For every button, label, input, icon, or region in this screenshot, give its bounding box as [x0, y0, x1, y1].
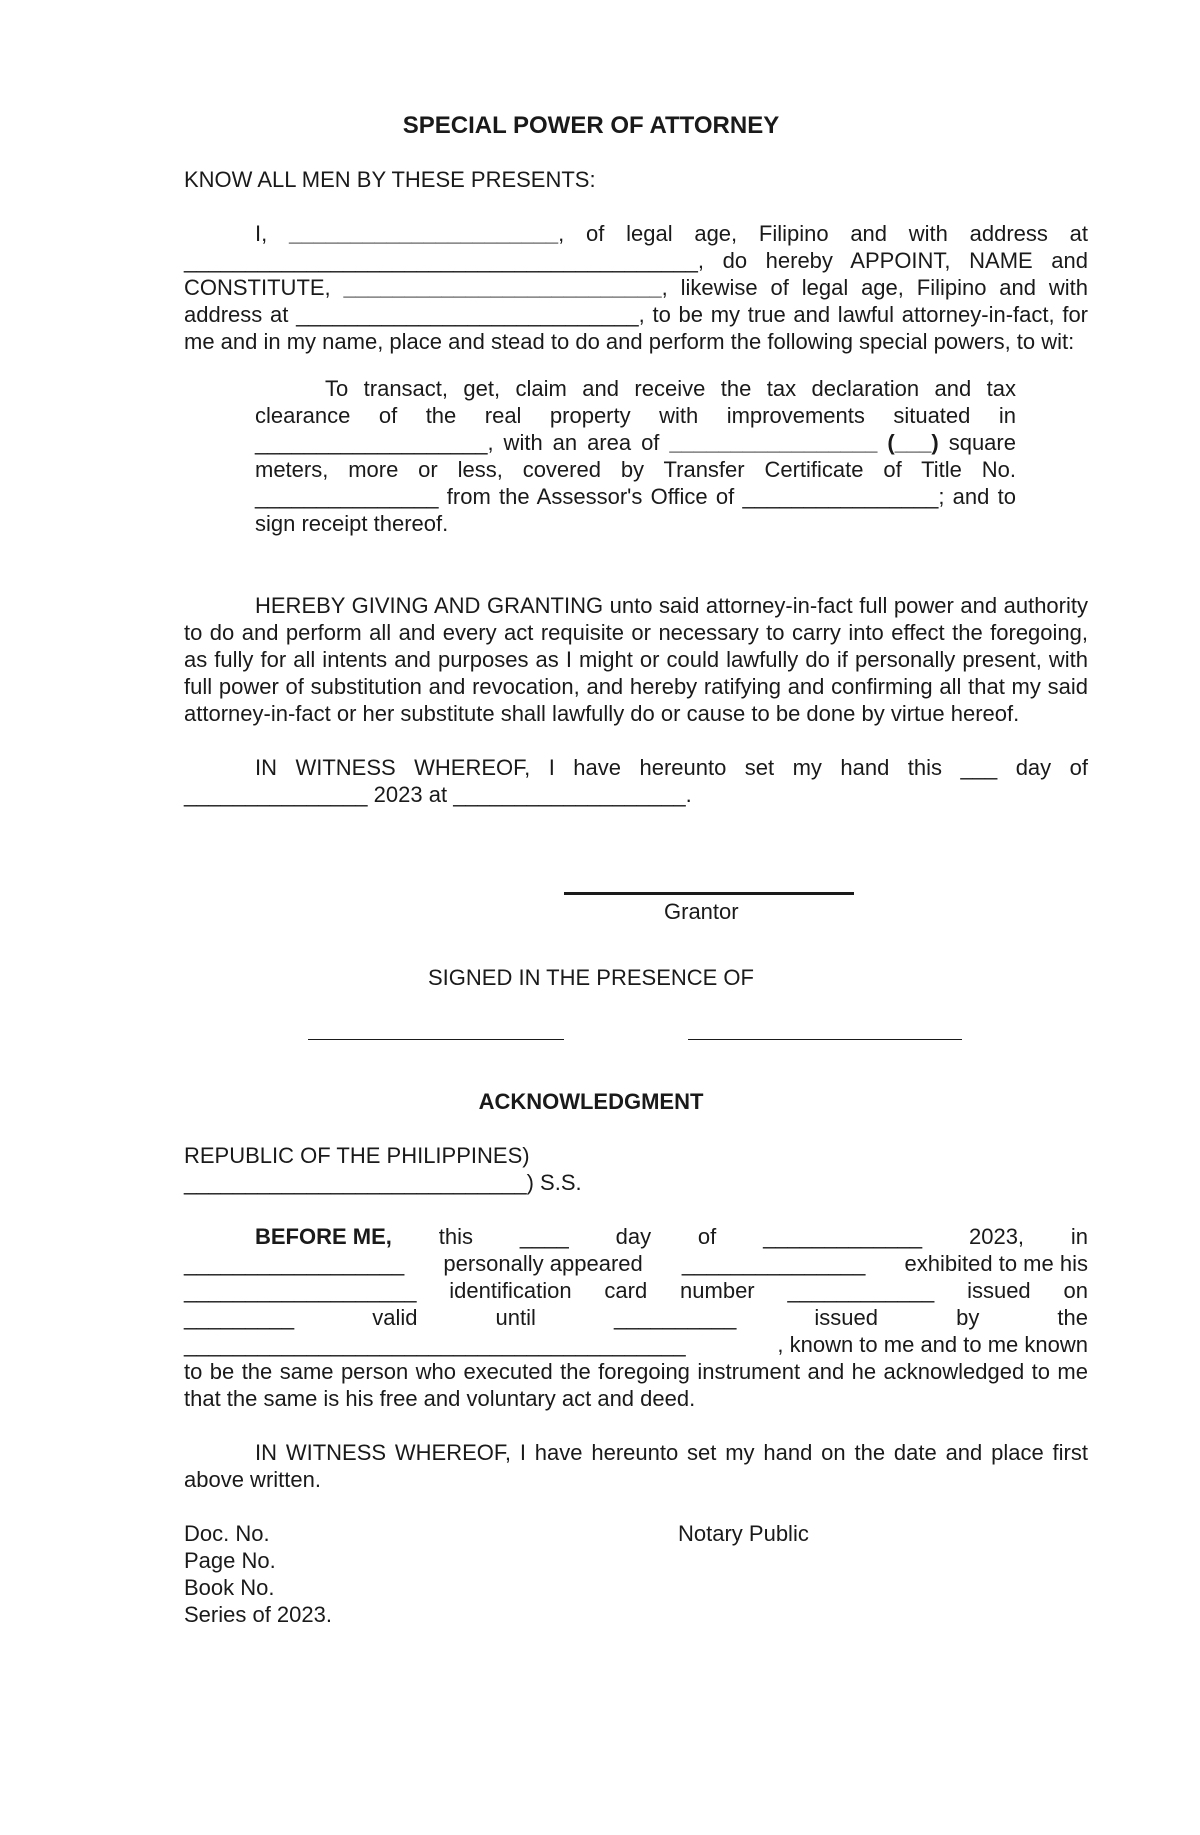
grantor-address-blank[interactable]: __________________________________________ [184, 248, 698, 273]
property-location-blank[interactable]: ___________________ [255, 430, 488, 455]
property-area-blank[interactable]: _________________ [669, 430, 878, 455]
sign-month-blank[interactable]: _______________ [184, 782, 368, 807]
witness-2-signature-line[interactable] [688, 1039, 962, 1040]
republic-line: REPUBLIC OF THE PHILIPPINES) [184, 1143, 530, 1168]
ack-valid-until-blank[interactable]: __________ [613, 1305, 737, 1330]
acknowledgment-paragraph: BEFORE ME, this ____ day of _____________ 2023, in __________________ personally appeared _______________ exhibited to me his ___________________ identification card number ____________ issued on _________ valid until __________ issued by the _________________________________________ , known to me and to me known to be the same person who executed the foregoing instrument and he acknowledged to me that the same is his free and voluntary act and deed. [184, 1224, 1088, 1411]
city-blank[interactable]: ____________________________ [184, 1170, 527, 1195]
ack-id-number-blank[interactable]: ____________ [787, 1278, 935, 1303]
ack-person-blank[interactable]: _______________ [681, 1251, 866, 1276]
notary-public-label: Notary Public [678, 1521, 809, 1546]
ack-issue-date-blank[interactable]: _________ [184, 1305, 295, 1330]
notarial-footer [184, 1520, 1088, 1628]
ack-day-blank[interactable]: ____ [519, 1224, 569, 1249]
ack-witness-paragraph: IN WITNESS WHEREOF, I have hereunto set my hand on the date and place first above written. [184, 1440, 1088, 1492]
sign-day-blank[interactable]: ___ [960, 755, 998, 780]
tct-number-blank[interactable]: _______________ [255, 484, 439, 509]
grantor-name-blank[interactable]: ______________________ [288, 221, 559, 246]
salutation: KNOW ALL MEN BY THESE PRESENTS: [184, 167, 596, 192]
grantor-label: Grantor [664, 899, 739, 924]
appointment-paragraph: I, ______________________, of legal age, Filipino and with address at __________________________________________, do hereby APPOINT, NAME and CONSTITUTE, __________________________, likewise of legal age, Filipino and with address at ____________________________, to be my true and lawful attorney-in-fact, for me and in my name, place and stead to do and perform the following special powers, to wit: [184, 221, 1088, 354]
sign-place-blank[interactable]: ___________________ [453, 782, 686, 807]
series: Series of 2023. [184, 1602, 332, 1627]
acknowledgment-title: ACKNOWLEDGMENT [478, 1089, 704, 1114]
witness-1-signature-line[interactable] [308, 1039, 564, 1040]
attorney-address-blank[interactable]: ____________________________ [296, 302, 639, 327]
witness-signature-lines [184, 1021, 1088, 1076]
document-title: SPECIAL POWER OF ATTORNEY [402, 112, 780, 139]
property-area-numeric-blank[interactable]: (___) [887, 430, 939, 455]
signed-presence-heading: SIGNED IN THE PRESENCE OF [428, 965, 754, 990]
doc-no: Doc. No. [184, 1521, 270, 1546]
ack-issuer-blank[interactable]: _________________________________________ [184, 1332, 686, 1357]
city-line: ____________________________) S.S. [184, 1170, 582, 1195]
book-no: Book No. [184, 1575, 275, 1600]
assessor-office-blank[interactable]: ________________ [742, 484, 939, 509]
granting-paragraph: HEREBY GIVING AND GRANTING unto said attorney-in-fact full power and authority to do and perform all and every act requisite or necessary to carry into effect the foregoing, as fully for all intents and purposes as I might or could lawfully do if personally present, with full power of substitution and revocation, and hereby ratifying and confirming all that my said attorney-in-fact or her substitute shall lawfully do or cause to be done by virtue hereof. [184, 593, 1088, 726]
ack-month-blank[interactable]: _____________ [763, 1224, 923, 1249]
ack-id-type-blank[interactable]: ___________________ [184, 1278, 417, 1303]
attorney-name-blank[interactable]: __________________________ [343, 275, 662, 300]
witness-paragraph: IN WITNESS WHEREOF, I have hereunto set my hand this ___ day of _______________ 2023 at ___________________. [184, 755, 1088, 807]
page-no: Page No. [184, 1548, 276, 1573]
special-powers-paragraph: To transact, get, claim and receive the tax declaration and tax clearance of the real property with improvements situated in ___________________, with an area of _________________ (___) square meters, more or less, covered by Transfer Certificate of Title No. _______________ from the Assessor's Office of ________________; and to sign receipt thereof. [255, 376, 1016, 536]
grantor-signature-block [184, 878, 1088, 964]
grantor-signature-line[interactable] [564, 892, 854, 895]
ack-place-blank[interactable]: __________________ [184, 1251, 405, 1276]
